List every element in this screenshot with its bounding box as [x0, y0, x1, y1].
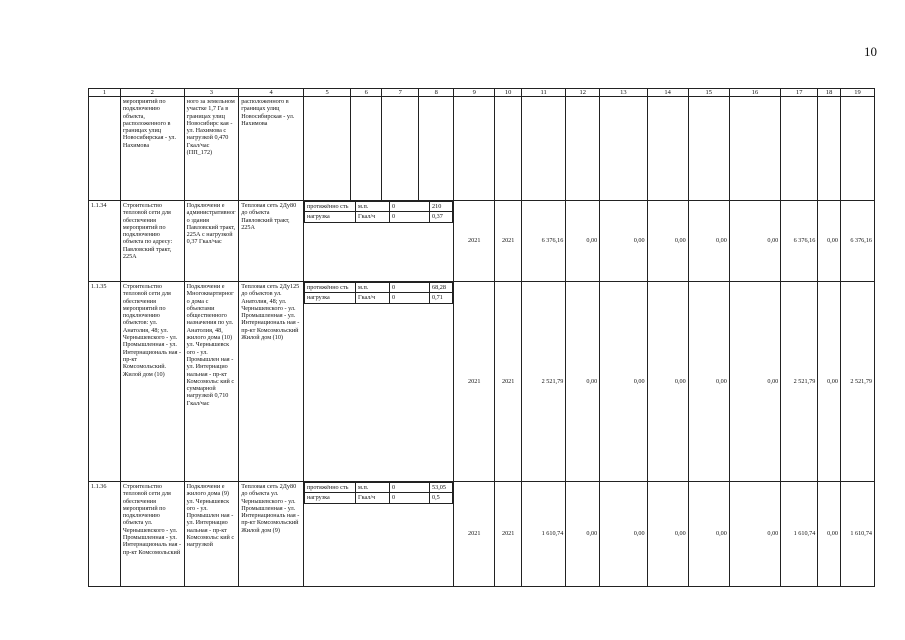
cell-id — [89, 97, 121, 201]
cell-event: мероприятий по подключению объекта, расположенного в границах улиц Новосибирская - ул. Нахимова — [120, 97, 184, 201]
table-row-continuation — [89, 97, 875, 201]
param-unit: Гкал/ч — [356, 293, 390, 303]
param-after: 0,71 — [430, 293, 453, 303]
cell-value: 0,00 — [729, 482, 780, 587]
column-header: 16 — [729, 89, 780, 97]
param-name: протяжённо сть — [305, 283, 356, 293]
cell-id: 1.1.34 — [89, 201, 121, 282]
cell-total: 2 521,79 — [840, 282, 874, 482]
cell-object: Тепловая сеть 2Ду80 до объекта ул. Чернышевского - ул. Промышленная - ул. Интернациональ ная - пр-кт Комсомольский Жилой дом (9) — [239, 482, 304, 587]
cell-goal: Подключени е Многоквартирного дома с объектами общественного назначения по ул. Анатолия, 48, жилого дома (10) ул. Чернышевск ого - ул. Промышлен ная - ул. Интернацио нальная - пр-кт Комсомольс кий с суммарной нагрузкой 0,710 Гкал/час — [184, 282, 239, 482]
column-header: 5 — [304, 89, 351, 97]
param-name: нагрузка — [305, 293, 356, 303]
cell-goal: Подключени е жилого дома (9) ул. Чернышевск ого - ул. Промышлен ная - ул. Интернацио нальная - пр-кт Комсомольс кий с нагрузкой — [184, 482, 239, 587]
page-number: 10 — [864, 44, 877, 59]
column-header: 18 — [818, 89, 841, 97]
column-header: 7 — [382, 89, 419, 97]
column-header: 17 — [781, 89, 818, 97]
cell-end-year: 2021 — [495, 482, 522, 587]
param-unit: м.п. — [356, 202, 390, 212]
param-unit: м.п. — [356, 483, 390, 493]
cell-event: Строительство тепловой сети для обеспечения мероприятий по подключению объекта ул. Чернышевского - ул. Промышленная - ул. Интернациональ ная - пр-кт Комсомольский — [120, 482, 184, 587]
column-header: 14 — [647, 89, 688, 97]
cell-value: 0,00 — [688, 482, 729, 587]
cell-object: Тепловая сеть 2Ду125 до объектов ул. Анатолия, 48; ул. Чернышевского - ул. Промышленная - ул. Интернациональ ная - пр-кт Комсомольский Жилой дом (10) — [239, 282, 304, 482]
cell-value: 0,00 — [818, 201, 841, 282]
param-after: 0,37 — [430, 212, 453, 222]
param-name: протяжённо сть — [305, 483, 356, 493]
column-header: 11 — [522, 89, 566, 97]
cell-value: 6 376,16 — [781, 201, 818, 282]
cell-value: 0,00 — [600, 201, 647, 282]
cell-value: 0,00 — [566, 282, 600, 482]
cell-event: Строительство тепловой сети для обеспечения мероприятий по подключению объектов: ул. Анатолия, 48; ул. Чернышевского - ул. Промышленная - ул. Интернациональ ная - пр-кт Комсомольский. Жилой дом (10) — [120, 282, 184, 482]
param-before: 0 — [390, 212, 430, 222]
cell-value: 0,00 — [600, 282, 647, 482]
cell-goal: ного за земельном участке 1,7 Га в границах улиц Новосибирс кая - ул. Нахимова с нагрузкой 0,470 Гкал/час (ПП_172) — [184, 97, 239, 201]
cell-parameters — [304, 482, 454, 587]
column-header: 13 — [600, 89, 647, 97]
param-before: 0 — [390, 293, 430, 303]
cell-value: 0,00 — [688, 201, 729, 282]
cell-object: расположенного в границах улиц Новосибирская - ул. Нахимова — [239, 97, 304, 201]
column-header: 6 — [351, 89, 382, 97]
cell-start-year: 2021 — [454, 282, 495, 482]
cell-parameters — [304, 201, 454, 282]
param-before: 0 — [390, 483, 430, 493]
param-name: нагрузка — [305, 212, 356, 222]
column-header: 9 — [454, 89, 495, 97]
cell-end-year: 2021 — [495, 201, 522, 282]
cell-value: 0,00 — [600, 482, 647, 587]
param-before: 0 — [390, 283, 430, 293]
column-header: 8 — [419, 89, 454, 97]
param-after: 0,5 — [430, 493, 453, 503]
param-after: 210 — [430, 202, 453, 212]
column-header: 15 — [688, 89, 729, 97]
cell-value: 0,00 — [818, 282, 841, 482]
column-header: 12 — [566, 89, 600, 97]
cell-value: 0,00 — [818, 482, 841, 587]
param-before: 0 — [390, 493, 430, 503]
column-header: 1 — [89, 89, 121, 97]
cell-goal: Подключени е административного здания Павловский тракт, 225А с нагрузкой 0,37 Гкал/час — [184, 201, 239, 282]
cell-value: 2 521,79 — [522, 282, 566, 482]
param-after: 53,05 — [430, 483, 453, 493]
column-number-row — [89, 89, 875, 97]
param-after: 68,28 — [430, 283, 453, 293]
cell-parameters — [304, 282, 454, 482]
cell-value: 0,00 — [647, 201, 688, 282]
investment-table — [88, 88, 875, 587]
cell-total: 6 376,16 — [840, 201, 874, 282]
cell-value: 0,00 — [647, 482, 688, 587]
cell-value: 1 610,74 — [522, 482, 566, 587]
cell-start-year: 2021 — [454, 482, 495, 587]
cell-value: 0,00 — [688, 282, 729, 482]
param-name: нагрузка — [305, 493, 356, 503]
table-row — [89, 201, 875, 282]
param-unit: м.п. — [356, 283, 390, 293]
cell-event: Строительство тепловой сети для обеспечения мероприятий по подключению объекта по адресу: Павловский тракт, 225А — [120, 201, 184, 282]
cell-total: 1 610,74 — [840, 482, 874, 587]
column-header: 10 — [495, 89, 522, 97]
column-header: 4 — [239, 89, 304, 97]
column-header: 3 — [184, 89, 239, 97]
cell-value: 0,00 — [647, 282, 688, 482]
cell-value: 0,00 — [729, 201, 780, 282]
table-row — [89, 482, 875, 587]
cell-end-year: 2021 — [495, 282, 522, 482]
cell-value: 1 610,74 — [781, 482, 818, 587]
param-unit: Гкал/ч — [356, 212, 390, 222]
cell-value: 2 521,79 — [781, 282, 818, 482]
cell-value: 0,00 — [566, 201, 600, 282]
cell-value: 6 376,16 — [522, 201, 566, 282]
column-header: 19 — [840, 89, 874, 97]
cell-id: 1.1.35 — [89, 282, 121, 482]
cell-object: Тепловая сеть 2Ду80 до объекта Павловский тракт, 225А — [239, 201, 304, 282]
param-before: 0 — [390, 202, 430, 212]
param-unit: Гкал/ч — [356, 493, 390, 503]
table-row — [89, 282, 875, 482]
param-name: протяжённо сть — [305, 202, 356, 212]
cell-value: 0,00 — [729, 282, 780, 482]
cell-value: 0,00 — [566, 482, 600, 587]
column-header: 2 — [120, 89, 184, 97]
cell-id: 1.1.36 — [89, 482, 121, 587]
cell-start-year: 2021 — [454, 201, 495, 282]
